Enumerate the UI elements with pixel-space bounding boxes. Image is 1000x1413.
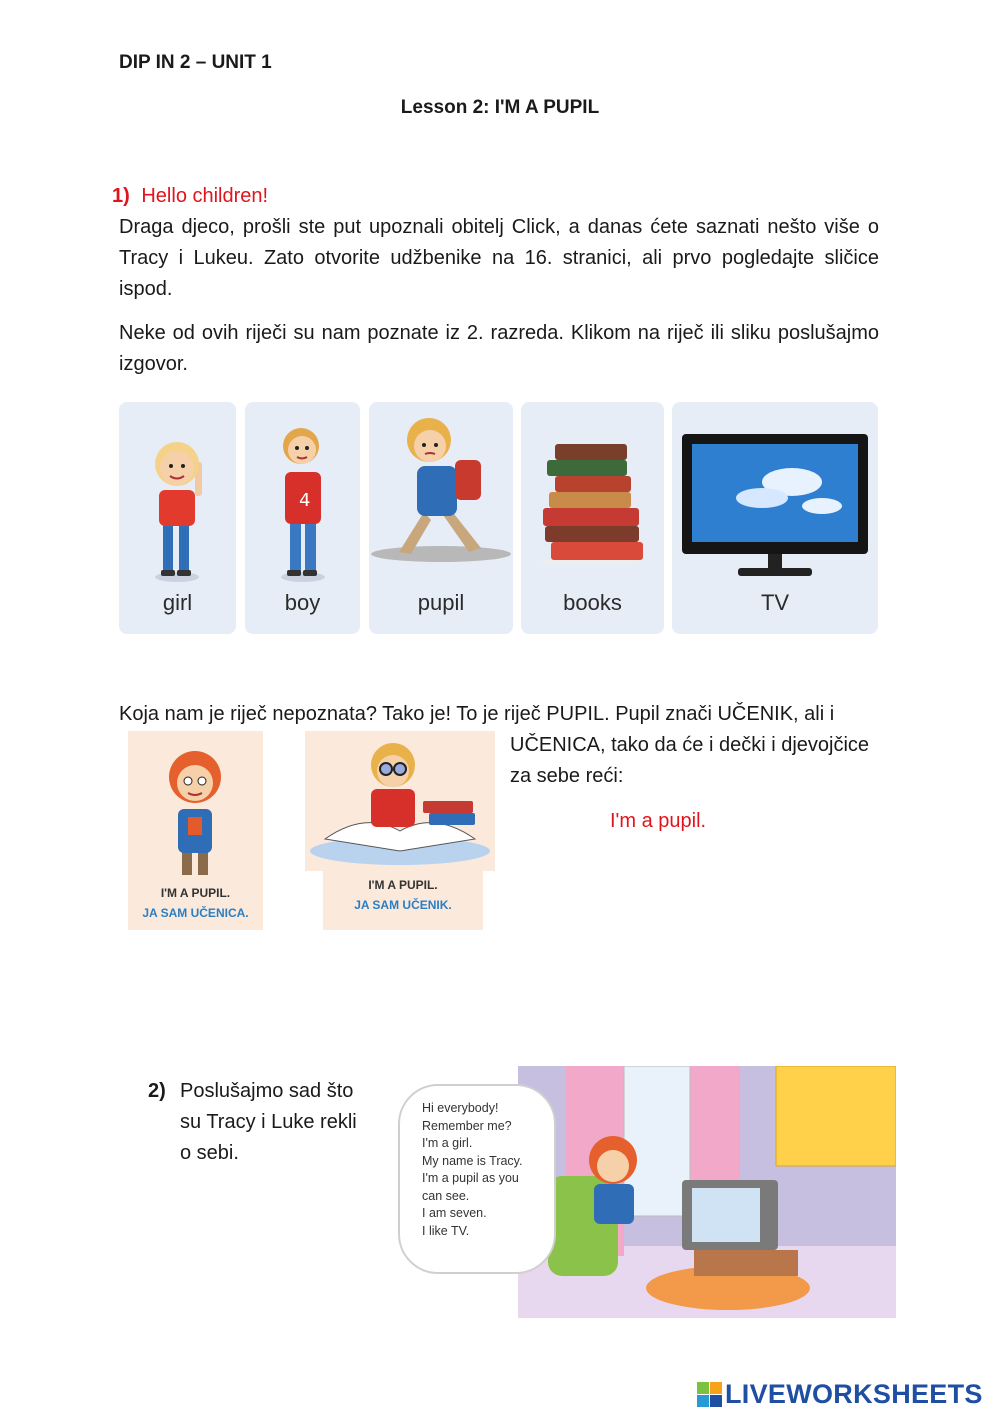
boy-caption-hr: JA SAM UČENIK. (354, 898, 452, 912)
speech-bubble (398, 1084, 556, 1274)
pupil-explanation-line3: za sebe reći: (510, 765, 624, 787)
bubble-line: My name is Tracy. (422, 1153, 523, 1168)
boy-pupil-picture[interactable] (305, 731, 495, 871)
lesson-title: Lesson 2: I'M A PUPIL (400, 97, 600, 118)
liveworksheets-icon (697, 1382, 723, 1408)
known-words-paragraph: Neke od ovih riječi su nam poznate iz 2. razreda. Klikom na riječ ili sliku poslušajmo izgovor. (119, 322, 879, 375)
liveworksheets-logo[interactable] (697, 1379, 983, 1410)
bubble-line: I am seven. (422, 1206, 487, 1220)
pupil-explanation-line1: Koja nam je riječ nepoznata? Tako je! To je riječ PUPIL. Pupil znači UČENIK, ali i (119, 703, 835, 725)
vocab-card-books[interactable] (521, 402, 664, 634)
section-2-line1: Poslušajmo sad što (180, 1080, 354, 1102)
vocab-card-pupil[interactable] (369, 402, 513, 634)
vocab-label-books[interactable]: books (563, 590, 622, 615)
svg-text:4: 4 (299, 490, 311, 511)
bubble-line: Hi everybody! (422, 1101, 499, 1115)
pupil-phrase: I'm a pupil. (610, 810, 707, 832)
section-2-number: 2) (148, 1080, 166, 1102)
girl-caption-en: I'M A PUPIL. (160, 886, 231, 900)
boy-pupil-caption (323, 875, 483, 915)
unit-title: DIP IN 2 – UNIT 1 (119, 52, 272, 73)
intro-paragraph: Draga djeco, prošli ste put upoznali obitelj Click, a danas ćete saznati nešto više o Tracy i Lukeu. Zato otvorite udžbenike na 16. stranici, ali prvo pogledajte sličice ispod. (119, 216, 879, 300)
girl-caption-hr: JA SAM UČENICA. (142, 906, 249, 920)
girl-pupil-picture[interactable] (128, 731, 263, 930)
vocab-label-boy[interactable]: boy (284, 590, 321, 615)
pupil-explanation-line2: UČENICA, tako da će i dečki i djevojčice (510, 734, 870, 756)
boy-caption-box (323, 871, 483, 930)
bubble-line: I'm a pupil as you (422, 1171, 519, 1185)
section-2-line3: o sebi. (180, 1142, 239, 1164)
bubble-line: I'm a girl. (422, 1136, 473, 1150)
boy-reading-illustration (305, 731, 495, 871)
vocab-card-boy[interactable] (245, 402, 360, 634)
vocab-card-tv[interactable] (672, 402, 878, 634)
liveworksheets-wordmark: LIVEWORKSHEETS (725, 1379, 983, 1409)
section-1-heading (112, 181, 268, 212)
tracy-scene[interactable] (398, 1066, 896, 1318)
bubble-line: Remember me? (422, 1118, 512, 1133)
speech-bubble-text (422, 1100, 522, 1240)
boy-caption-en: I'M A PUPIL. (368, 878, 438, 892)
vocab-label-tv[interactable]: TV (760, 590, 790, 615)
vocab-label-pupil[interactable]: pupil (417, 590, 465, 615)
vocab-label-girl[interactable]: girl (162, 590, 193, 615)
section-2-line2: su Tracy i Luke rekli (180, 1111, 357, 1133)
girl-pupil-illustration (128, 731, 263, 881)
section-1-title: Hello children! (141, 185, 269, 207)
vocab-card-girl[interactable] (119, 402, 236, 634)
section-1-number: 1) (112, 185, 130, 207)
girl-pupil-caption (128, 883, 263, 923)
bubble-line: can see. (422, 1188, 470, 1203)
bubble-line: I like TV. (422, 1223, 470, 1238)
